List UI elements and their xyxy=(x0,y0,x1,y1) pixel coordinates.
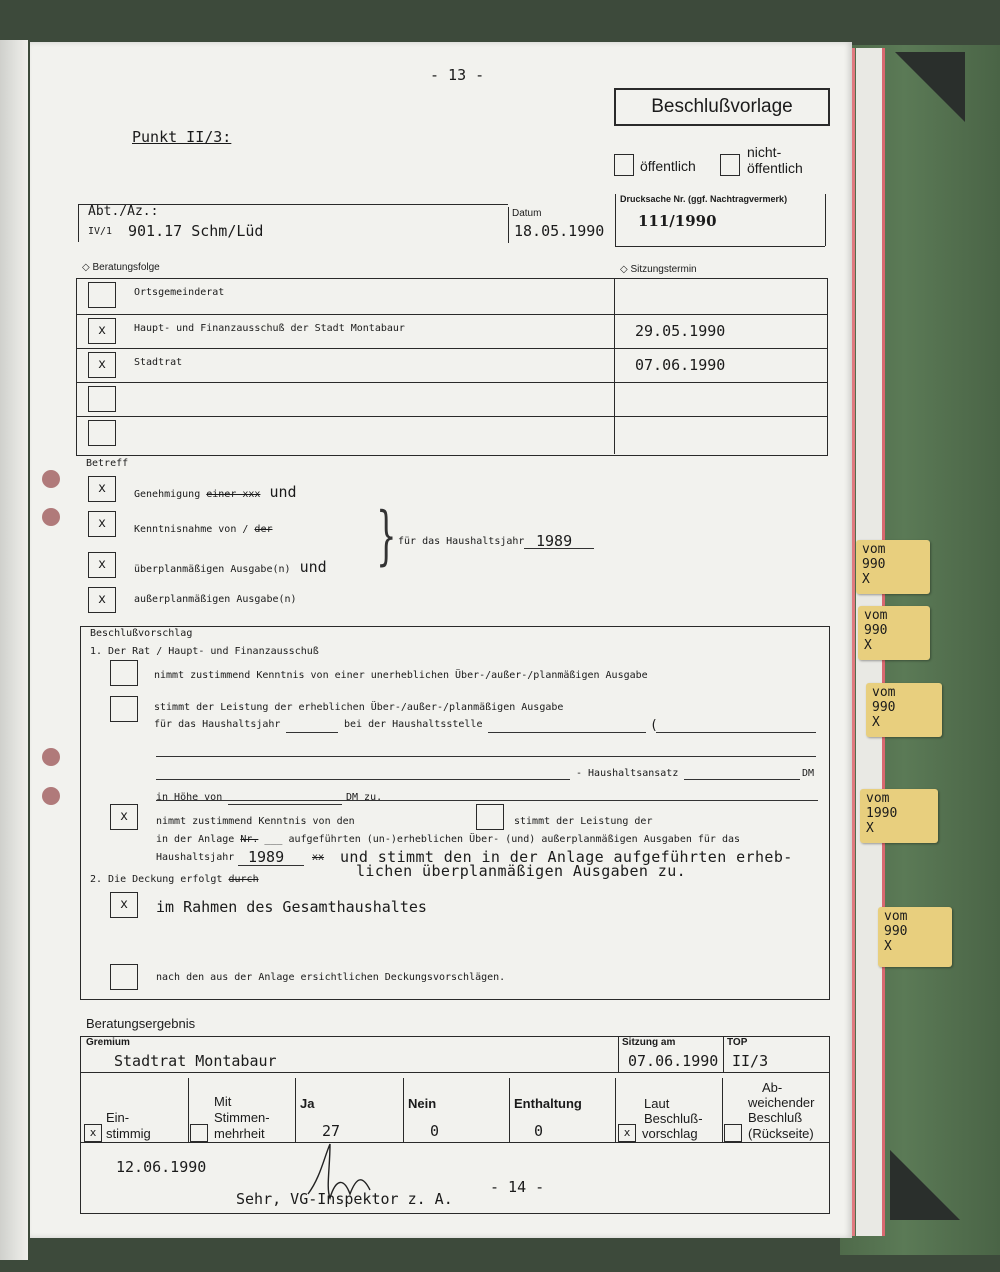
sitzung-label: Sitzung am xyxy=(622,1037,676,1048)
betreff-checkbox[interactable]: x xyxy=(88,476,116,502)
laut-label-1: Laut xyxy=(644,1096,670,1111)
divider xyxy=(76,416,828,417)
option-text: nimmt zustimmend Kenntnis von einer unerheblichen Über-/außer-/planmäßigen Ausgabe xyxy=(154,670,648,681)
gremium-label: Gremium xyxy=(86,1037,130,1048)
divider xyxy=(508,207,509,243)
beratungsfolge-label: ◇ Beratungsfolge xyxy=(82,262,160,273)
abweichend-checkbox[interactable] xyxy=(724,1124,742,1142)
abt-label: Abt./Az.: xyxy=(88,204,159,219)
deckung-text: nach den aus der Anlage ersichtlichen Deckungsvorschlägen. xyxy=(156,972,506,983)
page-title: Beschlußvorlage xyxy=(614,88,830,126)
row-checkbox[interactable] xyxy=(88,282,116,308)
page-number-top: - 13 - xyxy=(430,66,485,84)
option-text: Haushaltsjahr xyxy=(156,852,235,863)
mit-label-2: Stimmen- xyxy=(214,1110,270,1125)
top-value: II/3 xyxy=(732,1052,769,1070)
divider xyxy=(76,314,828,315)
datum-label: Datum xyxy=(512,208,542,219)
divider xyxy=(825,194,826,246)
option-checkbox[interactable] xyxy=(110,696,138,722)
paren-open: ( xyxy=(650,718,658,733)
einstimmig-checkbox[interactable]: x xyxy=(84,1124,102,1142)
beschlussvorschlag-box xyxy=(80,626,830,1000)
index-tab[interactable]: vom 1990 X xyxy=(860,789,938,843)
document-page xyxy=(30,42,852,1238)
betreff-item: Kenntnisnahme von / der xyxy=(134,524,273,535)
punch-hole xyxy=(42,748,60,766)
mit-checkbox[interactable] xyxy=(190,1124,208,1142)
deckung-text: im Rahmen des Gesamthaushaltes xyxy=(156,898,427,916)
option-text: DM zu. xyxy=(346,792,383,803)
beschluss-label: Beschlußvorschlag xyxy=(90,628,193,639)
blank-line xyxy=(238,865,304,866)
row-termin: 07.06.1990 xyxy=(635,356,726,374)
divider xyxy=(723,1036,724,1072)
row-gremium: Haupt- und Finanzausschuß der Stadt Montabaur xyxy=(134,323,405,334)
divider xyxy=(78,204,79,242)
divider xyxy=(80,1142,830,1143)
drucksache-value: 111/1990 xyxy=(638,212,717,230)
blank-line xyxy=(684,779,800,780)
enthaltung-value: 0 xyxy=(534,1122,544,1140)
blank-line xyxy=(228,804,342,805)
deckung-checkbox[interactable]: x xyxy=(110,892,138,918)
divider xyxy=(618,1036,619,1072)
haushaltsjahr-value: 1989 xyxy=(536,532,573,550)
haushaltsjahr-label: für das Haushaltsjahr xyxy=(398,536,525,547)
deckung-label: 2. Die Deckung erfolgt durch xyxy=(90,874,259,885)
index-tab[interactable]: vom 990 X xyxy=(858,606,930,660)
divider xyxy=(403,1078,404,1142)
option-text: für das Haushaltsjahr xyxy=(154,719,281,730)
divider xyxy=(615,246,825,247)
abweichend-label-1: Ab- xyxy=(762,1080,783,1095)
option-text: DM xyxy=(802,768,815,779)
divider xyxy=(615,1078,616,1142)
divider xyxy=(615,194,616,246)
row-checkbox[interactable]: x xyxy=(88,318,116,344)
betreff-item: außerplanmäßigen Ausgabe(n) xyxy=(134,594,297,605)
index-tab[interactable]: vom 990 X xyxy=(856,540,930,594)
betreff-label: Betreff xyxy=(86,458,129,469)
divider xyxy=(509,1078,510,1142)
beschluss-line1: 1. Der Rat / Haupt- und Finanzausschuß xyxy=(90,646,319,657)
sitzungstermin-label: ◇ Sitzungstermin xyxy=(620,264,697,275)
drucksache-label: Drucksache Nr. (ggf. Nachtragvermerk) xyxy=(620,194,788,204)
abt-prefix: IV/1 xyxy=(88,226,113,237)
nicht-oeffentlich-label-1: nicht- xyxy=(747,144,782,160)
betreff-checkbox[interactable]: x xyxy=(88,552,116,578)
blank-line xyxy=(286,732,338,733)
row-termin: 29.05.1990 xyxy=(635,322,726,340)
underline xyxy=(524,548,594,549)
oeffentlich-label: öffentlich xyxy=(640,158,696,174)
enthaltung-label: Enthaltung xyxy=(514,1096,582,1111)
mit-label-1: Mit xyxy=(214,1094,232,1109)
punkt-label: Punkt II/3: xyxy=(132,128,232,146)
row-gremium: Ortsgemeinderat xyxy=(134,287,225,298)
nein-value: 0 xyxy=(430,1122,440,1140)
punch-hole xyxy=(42,508,60,526)
laut-label-2: Beschluß- xyxy=(644,1111,703,1126)
page-edge-red xyxy=(852,48,855,1236)
oeffentlich-checkbox[interactable] xyxy=(614,154,634,176)
brace-icon: } xyxy=(376,499,397,573)
ergebnis-date: 12.06.1990 xyxy=(116,1158,207,1176)
divider xyxy=(76,348,828,349)
row-checkbox[interactable]: x xyxy=(88,352,116,378)
laut-label-3: vorschlag xyxy=(642,1126,698,1141)
option-checkbox[interactable]: x xyxy=(110,804,138,830)
index-tab[interactable]: vom 990 X xyxy=(878,907,952,967)
row-checkbox[interactable] xyxy=(88,420,116,446)
row-checkbox[interactable] xyxy=(88,386,116,412)
einstimmig-label-1: Ein- xyxy=(106,1110,130,1125)
abweichend-label-4: (Rückseite) xyxy=(748,1126,814,1141)
option-checkbox[interactable] xyxy=(476,804,504,830)
blank-line xyxy=(488,732,646,733)
betreff-item: Genehmigung einer xxx und xyxy=(134,483,297,501)
top-label: TOP xyxy=(727,1037,748,1048)
betreff-item: überplanmäßigen Ausgabe(n) und xyxy=(134,558,327,576)
divider xyxy=(76,382,828,383)
signer: Sehr, VG-Inspektor z. A. xyxy=(236,1190,453,1208)
gremium-value: Stadtrat Montabaur xyxy=(114,1052,277,1070)
abweichend-label-2: weichender xyxy=(748,1095,815,1110)
divider xyxy=(614,278,615,454)
blank-line xyxy=(156,779,570,780)
blank-line xyxy=(656,732,816,733)
option-typed: lichen überplanmäßigen Ausgaben zu. xyxy=(356,862,687,880)
divider xyxy=(188,1078,189,1142)
option-checkbox[interactable] xyxy=(110,660,138,686)
page-number-bottom: - 14 - xyxy=(490,1178,545,1196)
nein-label: Nein xyxy=(408,1096,437,1111)
option-text: stimmt der Leistung der erheblichen Über-/außer-/planmäßigen Ausgabe xyxy=(154,702,564,713)
left-page-edge xyxy=(0,40,28,1260)
nicht-oeffentlich-checkbox[interactable] xyxy=(720,154,740,176)
nicht-oeffentlich-label-2: öffentlich xyxy=(747,160,803,176)
divider xyxy=(295,1078,296,1142)
divider xyxy=(722,1078,723,1142)
abweichend-label-3: Beschluß xyxy=(748,1110,803,1125)
datum-value: 18.05.1990 xyxy=(514,222,605,240)
index-tab[interactable]: vom 990 X xyxy=(866,683,942,737)
option-text: - Haushaltsansatz xyxy=(576,768,679,779)
ja-label: Ja xyxy=(300,1096,315,1111)
laut-checkbox[interactable]: x xyxy=(618,1124,636,1142)
abt-value: 901.17 Schm/Lüd xyxy=(128,222,264,240)
row-gremium: Stadtrat xyxy=(134,357,183,368)
option-text: nimmt zustimmend Kenntnis von den xyxy=(156,816,355,827)
betreff-checkbox[interactable]: x xyxy=(88,587,116,613)
divider xyxy=(80,1072,830,1073)
ja-value: 27 xyxy=(322,1122,341,1140)
option-year: 1989 xyxy=(248,848,285,866)
ergebnis-label: Beratungsergebnis xyxy=(86,1016,196,1031)
deckung-checkbox[interactable] xyxy=(110,964,138,990)
sitzung-value: 07.06.1990 xyxy=(628,1052,719,1070)
punch-hole xyxy=(42,470,60,488)
blank-line xyxy=(156,756,816,757)
option-text: in der Anlage Nr. ___ aufgeführten (un-)erheblichen Über- (und) außerplanmäßigen Ausgaben für das xyxy=(156,834,741,845)
option-text: bei der Haushaltsstelle xyxy=(344,719,483,730)
einstimmig-label-2: stimmig xyxy=(106,1126,151,1141)
option-typed: und stimmt den in der Anlage aufgeführten erheb- xyxy=(340,848,793,866)
option-text: stimmt der Leistung der xyxy=(514,816,653,827)
option-struck: xx xyxy=(312,852,325,863)
option-text: in Höhe von xyxy=(156,792,223,803)
betreff-checkbox[interactable]: x xyxy=(88,511,116,537)
punch-hole xyxy=(42,787,60,805)
blank-line xyxy=(156,800,818,801)
mit-label-3: mehrheit xyxy=(214,1126,265,1141)
